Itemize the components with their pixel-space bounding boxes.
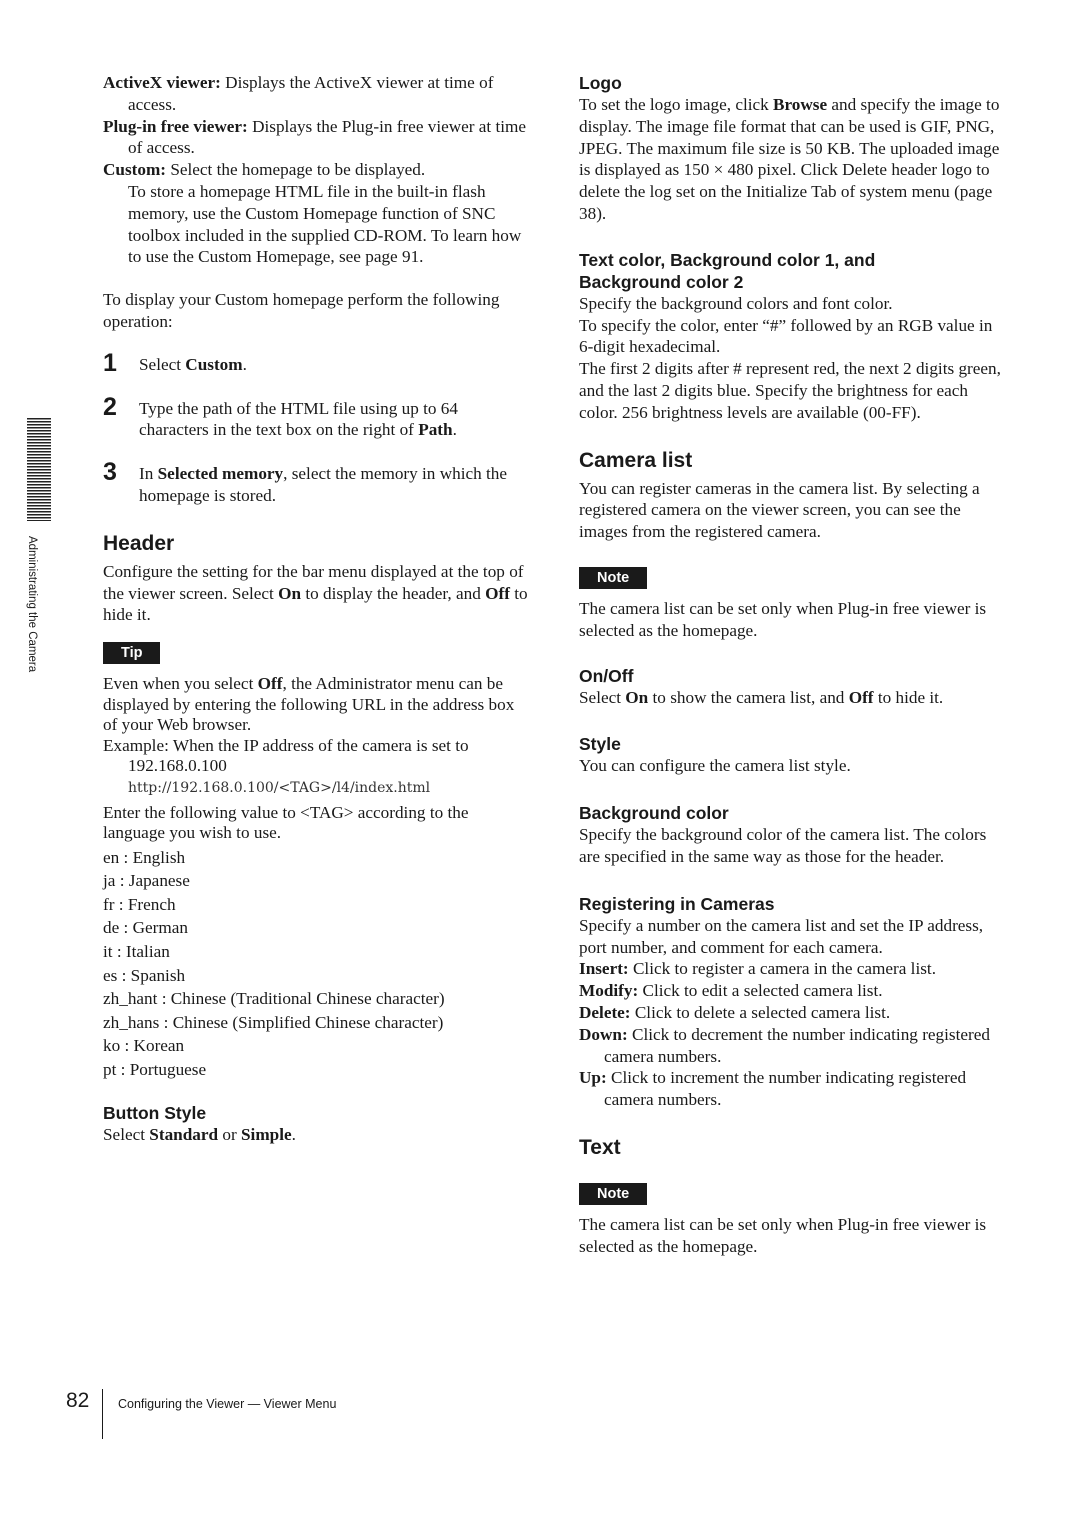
button-style-body: Select Standard or Simple. bbox=[103, 1124, 296, 1144]
tip-body: Even when you select Off, the Administrator menu can be displayed by entering the following URL in the address box of your Web browser. bbox=[103, 674, 515, 735]
footer-running-title: Configuring the Viewer — Viewer Menu bbox=[118, 1397, 337, 1411]
camera-list-note: The camera list can be set only when Plug-in free viewer is selected as the homepage. bbox=[579, 598, 987, 640]
list-item: fr : French bbox=[103, 894, 176, 914]
registering-insert: Insert: Click to register a camera in the camera list. bbox=[579, 959, 936, 979]
section-tab-marker bbox=[27, 418, 51, 521]
option-custom: Custom: Select the homepage to be displayed. bbox=[103, 160, 426, 180]
note-badge: Note bbox=[579, 1183, 647, 1205]
colors-body-2: To specify the color, enter “#” followed by an RGB value in 6-digit hexadecimal. bbox=[579, 315, 993, 357]
logo-title: Logo bbox=[579, 73, 622, 93]
header-section-body: Configure the setting for the bar menu displayed at the top of the viewer screen. Select On to display the header, and Off to hide it. bbox=[103, 561, 528, 625]
step-1: 1 Select Custom. bbox=[103, 348, 247, 377]
colors-body-3: The first 2 digits after # represent red, the next 2 digits green, and the last 2 digits blue. Specify the brightness for each color. 256 brightness levels are available (00-FF). bbox=[579, 359, 1001, 422]
list-item: it : Italian bbox=[103, 942, 170, 962]
right-column bbox=[579, 72, 1009, 1258]
section-tab-label: Administrating the Camera bbox=[26, 536, 38, 673]
list-item: es : Spanish bbox=[103, 965, 186, 985]
page-number: 82 bbox=[66, 1389, 90, 1412]
option-activex: ActiveX viewer: Displays the ActiveX viewer at time of access. bbox=[103, 73, 494, 114]
tip-url: http://192.168.0.100/<TAG>/l4/index.html bbox=[128, 779, 431, 796]
bgcolor-title: Background color bbox=[579, 803, 729, 824]
style-body: You can configure the camera list style. bbox=[579, 756, 851, 776]
registering-modify: Modify: Click to edit a selected camera list. bbox=[579, 981, 883, 1001]
footer-divider bbox=[102, 1389, 103, 1439]
logo-body: To set the logo image, click Browse and specify the image to display. The image file format that can be used is GIF, PNG, JPEG. The maximum file size is 50 KB. The uploaded image is displayed as 150 × 480 pixel. Click Delete header logo to delete the log set on the Initialize Tab of system menu (page 38). bbox=[579, 95, 1000, 223]
language-list bbox=[103, 846, 528, 1082]
onoff-body: Select On to show the camera list, and Off to hide it. bbox=[579, 687, 944, 707]
camera-list-title: Camera list bbox=[579, 448, 693, 472]
colors-title: Text color, Background color 1, and Background color 2 bbox=[579, 249, 876, 292]
step-3: 3 In Selected memory, select the memory in which the homepage is stored. bbox=[103, 458, 507, 505]
text-section-note: The camera list can be set only when Plug-in free viewer is selected as the homepage. bbox=[579, 1214, 987, 1256]
header-section-title: Header bbox=[103, 531, 175, 555]
registering-body: Specify a number on the camera list and set the IP address, port number, and comment for each camera. bbox=[579, 915, 984, 957]
list-item: en : English bbox=[103, 847, 186, 867]
list-item: pt : Portuguese bbox=[103, 1059, 207, 1079]
list-item: ja : Japanese bbox=[103, 871, 190, 891]
custom-note: To store a homepage HTML file in the built-in flash memory, use the Custom Homepage function of SNC toolbox included in the supplied CD-ROM. To learn how to use the Custom Homepage, see page 91. bbox=[128, 181, 522, 267]
bgcolor-body: Specify the background color of the camera list. The colors are specified in the same way as those for the header. bbox=[579, 825, 987, 866]
display-intro: To display your Custom homepage perform the following operation: bbox=[103, 290, 500, 331]
step-2: 2 Type the path of the HTML file using up to 64 characters in the text box on the right of Path. bbox=[103, 392, 458, 440]
camera-list-body: You can register cameras in the camera list. By selecting a registered camera on the viewer screen, you can see the images from the registered camera. bbox=[579, 478, 980, 542]
button-style-title: Button Style bbox=[103, 1102, 207, 1123]
list-item: ko : Korean bbox=[103, 1036, 185, 1056]
tip-badge: Tip bbox=[103, 642, 160, 664]
onoff-title: On/Off bbox=[579, 665, 634, 686]
tip-example: Example: When the IP address of the camera is set to 192.168.0.100 bbox=[103, 735, 469, 776]
left-column bbox=[103, 72, 528, 1145]
registering-delete: Delete: Click to delete a selected camera list. bbox=[579, 1002, 891, 1022]
registering-title: Registering in Cameras bbox=[579, 893, 775, 914]
registering-down: Down: Click to decrement the number indicating registered camera numbers. bbox=[579, 1024, 990, 1066]
colors-body-1: Specify the background colors and font color. bbox=[579, 293, 893, 313]
note-badge: Note bbox=[579, 567, 647, 589]
text-section-title: Text bbox=[579, 1135, 621, 1159]
list-item: zh_hans : Chinese (Simplified Chinese character) bbox=[103, 1012, 444, 1032]
option-plugin-free: Plug-in free viewer: Displays the Plug-in free viewer at time of access. bbox=[103, 116, 527, 158]
tag-intro: Enter the following value to <TAG> according to the language you wish to use. bbox=[103, 802, 469, 843]
list-item: de : German bbox=[103, 918, 188, 938]
style-title: Style bbox=[579, 734, 621, 755]
registering-up: Up: Click to increment the number indicating registered camera numbers. bbox=[579, 1068, 967, 1110]
list-item: zh_hant : Chinese (Traditional Chinese character) bbox=[103, 989, 445, 1009]
